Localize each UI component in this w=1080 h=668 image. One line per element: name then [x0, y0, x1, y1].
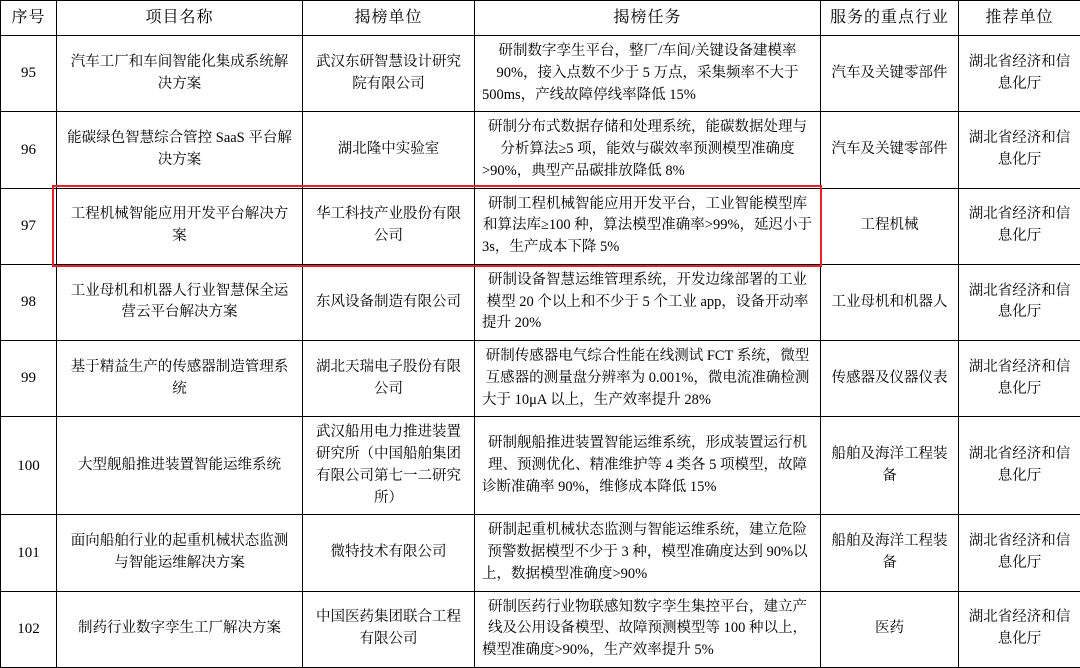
cell-task: 研制工程机械智能应用开发平台，工业智能模型库和算法库≥100 种，算法模型准确率>99%，延迟小于 3s，生产成本下降 5%	[475, 188, 821, 264]
cell-index: 102	[1, 591, 57, 667]
cell-industry: 船舶及海洋工程装备	[821, 515, 959, 591]
cell-recommender: 湖北省经济和信息化厅	[959, 591, 1080, 667]
table-row	[1, 264, 1080, 340]
table-row	[1, 36, 1080, 112]
table-header-row	[1, 1, 1080, 36]
cell-recommender: 湖北省经济和信息化厅	[959, 112, 1080, 188]
cell-task: 研制分布式数据存储和处理系统，能碳数据处理与分析算法≥5 项，能效与碳效率预测模型准确度>90%，典型产品碳排放降低 8%	[475, 112, 821, 188]
table-row	[1, 417, 1080, 515]
cell-recommender: 湖北省经济和信息化厅	[959, 36, 1080, 112]
table-row	[1, 341, 1080, 417]
cell-industry: 汽车及关键零部件	[821, 112, 959, 188]
cell-industry: 工程机械	[821, 188, 959, 264]
cell-index: 96	[1, 112, 57, 188]
cell-project-name: 制药行业数字孪生工厂解决方案	[57, 591, 303, 667]
column-header-industry: 服务的重点行业	[821, 1, 959, 36]
cell-index: 97	[1, 188, 57, 264]
cell-task: 研制数字孪生平台，整厂/车间/关键设备建模率90%，接入点数不少于 5 万点，采集频率不大于 500ms，产线故障停线率降低 15%	[475, 36, 821, 112]
table-header	[1, 1, 1080, 36]
cell-task: 研制舰船推进装置智能运维系统，形成装置运行机理、预测优化、精准维护等 4 类各 5 项模型，故障诊断准确率 90%，维修成本降低 15%	[475, 417, 821, 515]
cell-index: 98	[1, 264, 57, 340]
table-row	[1, 112, 1080, 188]
column-header-unit: 揭榜单位	[303, 1, 475, 36]
cell-unit: 武汉东研智慧设计研究院有限公司	[303, 36, 475, 112]
cell-unit: 中国医药集团联合工程有限公司	[303, 591, 475, 667]
table-row	[1, 591, 1080, 667]
cell-unit: 微特技术有限公司	[303, 515, 475, 591]
cell-recommender: 湖北省经济和信息化厅	[959, 188, 1080, 264]
table-row	[1, 515, 1080, 591]
cell-project-name: 能碳绿色智慧综合管控 SaaS 平台解决方案	[57, 112, 303, 188]
cell-task: 研制医药行业物联感知数字孪生集控平台，建立产线及公用设备模型、故障预测模型等 100 种以上，模型准确度>90%，生产效率提升 5%	[475, 591, 821, 667]
cell-industry: 传感器及仪器仪表	[821, 341, 959, 417]
column-header-recommender: 推荐单位	[959, 1, 1080, 36]
column-header-task: 揭榜任务	[475, 1, 821, 36]
cell-project-name: 汽车工厂和车间智能化集成系统解决方案	[57, 36, 303, 112]
cell-unit: 华工科技产业股份有限公司	[303, 188, 475, 264]
table-body	[1, 36, 1080, 668]
cell-recommender: 湖北省经济和信息化厅	[959, 264, 1080, 340]
cell-index: 99	[1, 341, 57, 417]
cell-unit: 湖北天瑞电子股份有限公司	[303, 341, 475, 417]
cell-industry: 汽车及关键零部件	[821, 36, 959, 112]
cell-project-name: 面向船舶行业的起重机械状态监测与智能运维解决方案	[57, 515, 303, 591]
cell-project-name: 大型舰船推进装置智能运维系统	[57, 417, 303, 515]
cell-unit: 湖北隆中实验室	[303, 112, 475, 188]
cell-index: 101	[1, 515, 57, 591]
cell-recommender: 湖北省经济和信息化厅	[959, 515, 1080, 591]
cell-task: 研制起重机械状态监测与智能运维系统，建立危险预警数据模型不少于 3 种，模型准确度达到 90%以上，数据模型准确度>90%	[475, 515, 821, 591]
column-header-index: 序号	[1, 1, 57, 36]
cell-unit: 武汉船用电力推进装置研究所（中国船舶集团有限公司第七一二研究所）	[303, 417, 475, 515]
cell-index: 100	[1, 417, 57, 515]
cell-industry: 医药	[821, 591, 959, 667]
cell-project-name: 工业母机和机器人行业智慧保全运营云平台解决方案	[57, 264, 303, 340]
cell-task: 研制传感器电气综合性能在线测试 FCT 系统，微型互感器的测量盘分辨率为 0.001%，微电流准确检测大于 10μA 以上，生产效率提升 28%	[475, 341, 821, 417]
cell-project-name: 工程机械智能应用开发平台解决方案	[57, 188, 303, 264]
cell-task: 研制设备智慧运维管理系统，开发边缘部署的工业模型 20 个以上和不少于 5 个工业 app，设备开动率提升 20%	[475, 264, 821, 340]
table-row-highlighted	[1, 188, 1080, 264]
cell-recommender: 湖北省经济和信息化厅	[959, 341, 1080, 417]
cell-unit: 东风设备制造有限公司	[303, 264, 475, 340]
column-header-project-name: 项目名称	[57, 1, 303, 36]
cell-recommender: 湖北省经济和信息化厅	[959, 417, 1080, 515]
cell-industry: 船舶及海洋工程装备	[821, 417, 959, 515]
cell-project-name: 基于精益生产的传感器制造管理系统	[57, 341, 303, 417]
cell-industry: 工业母机和机器人	[821, 264, 959, 340]
cell-index: 95	[1, 36, 57, 112]
